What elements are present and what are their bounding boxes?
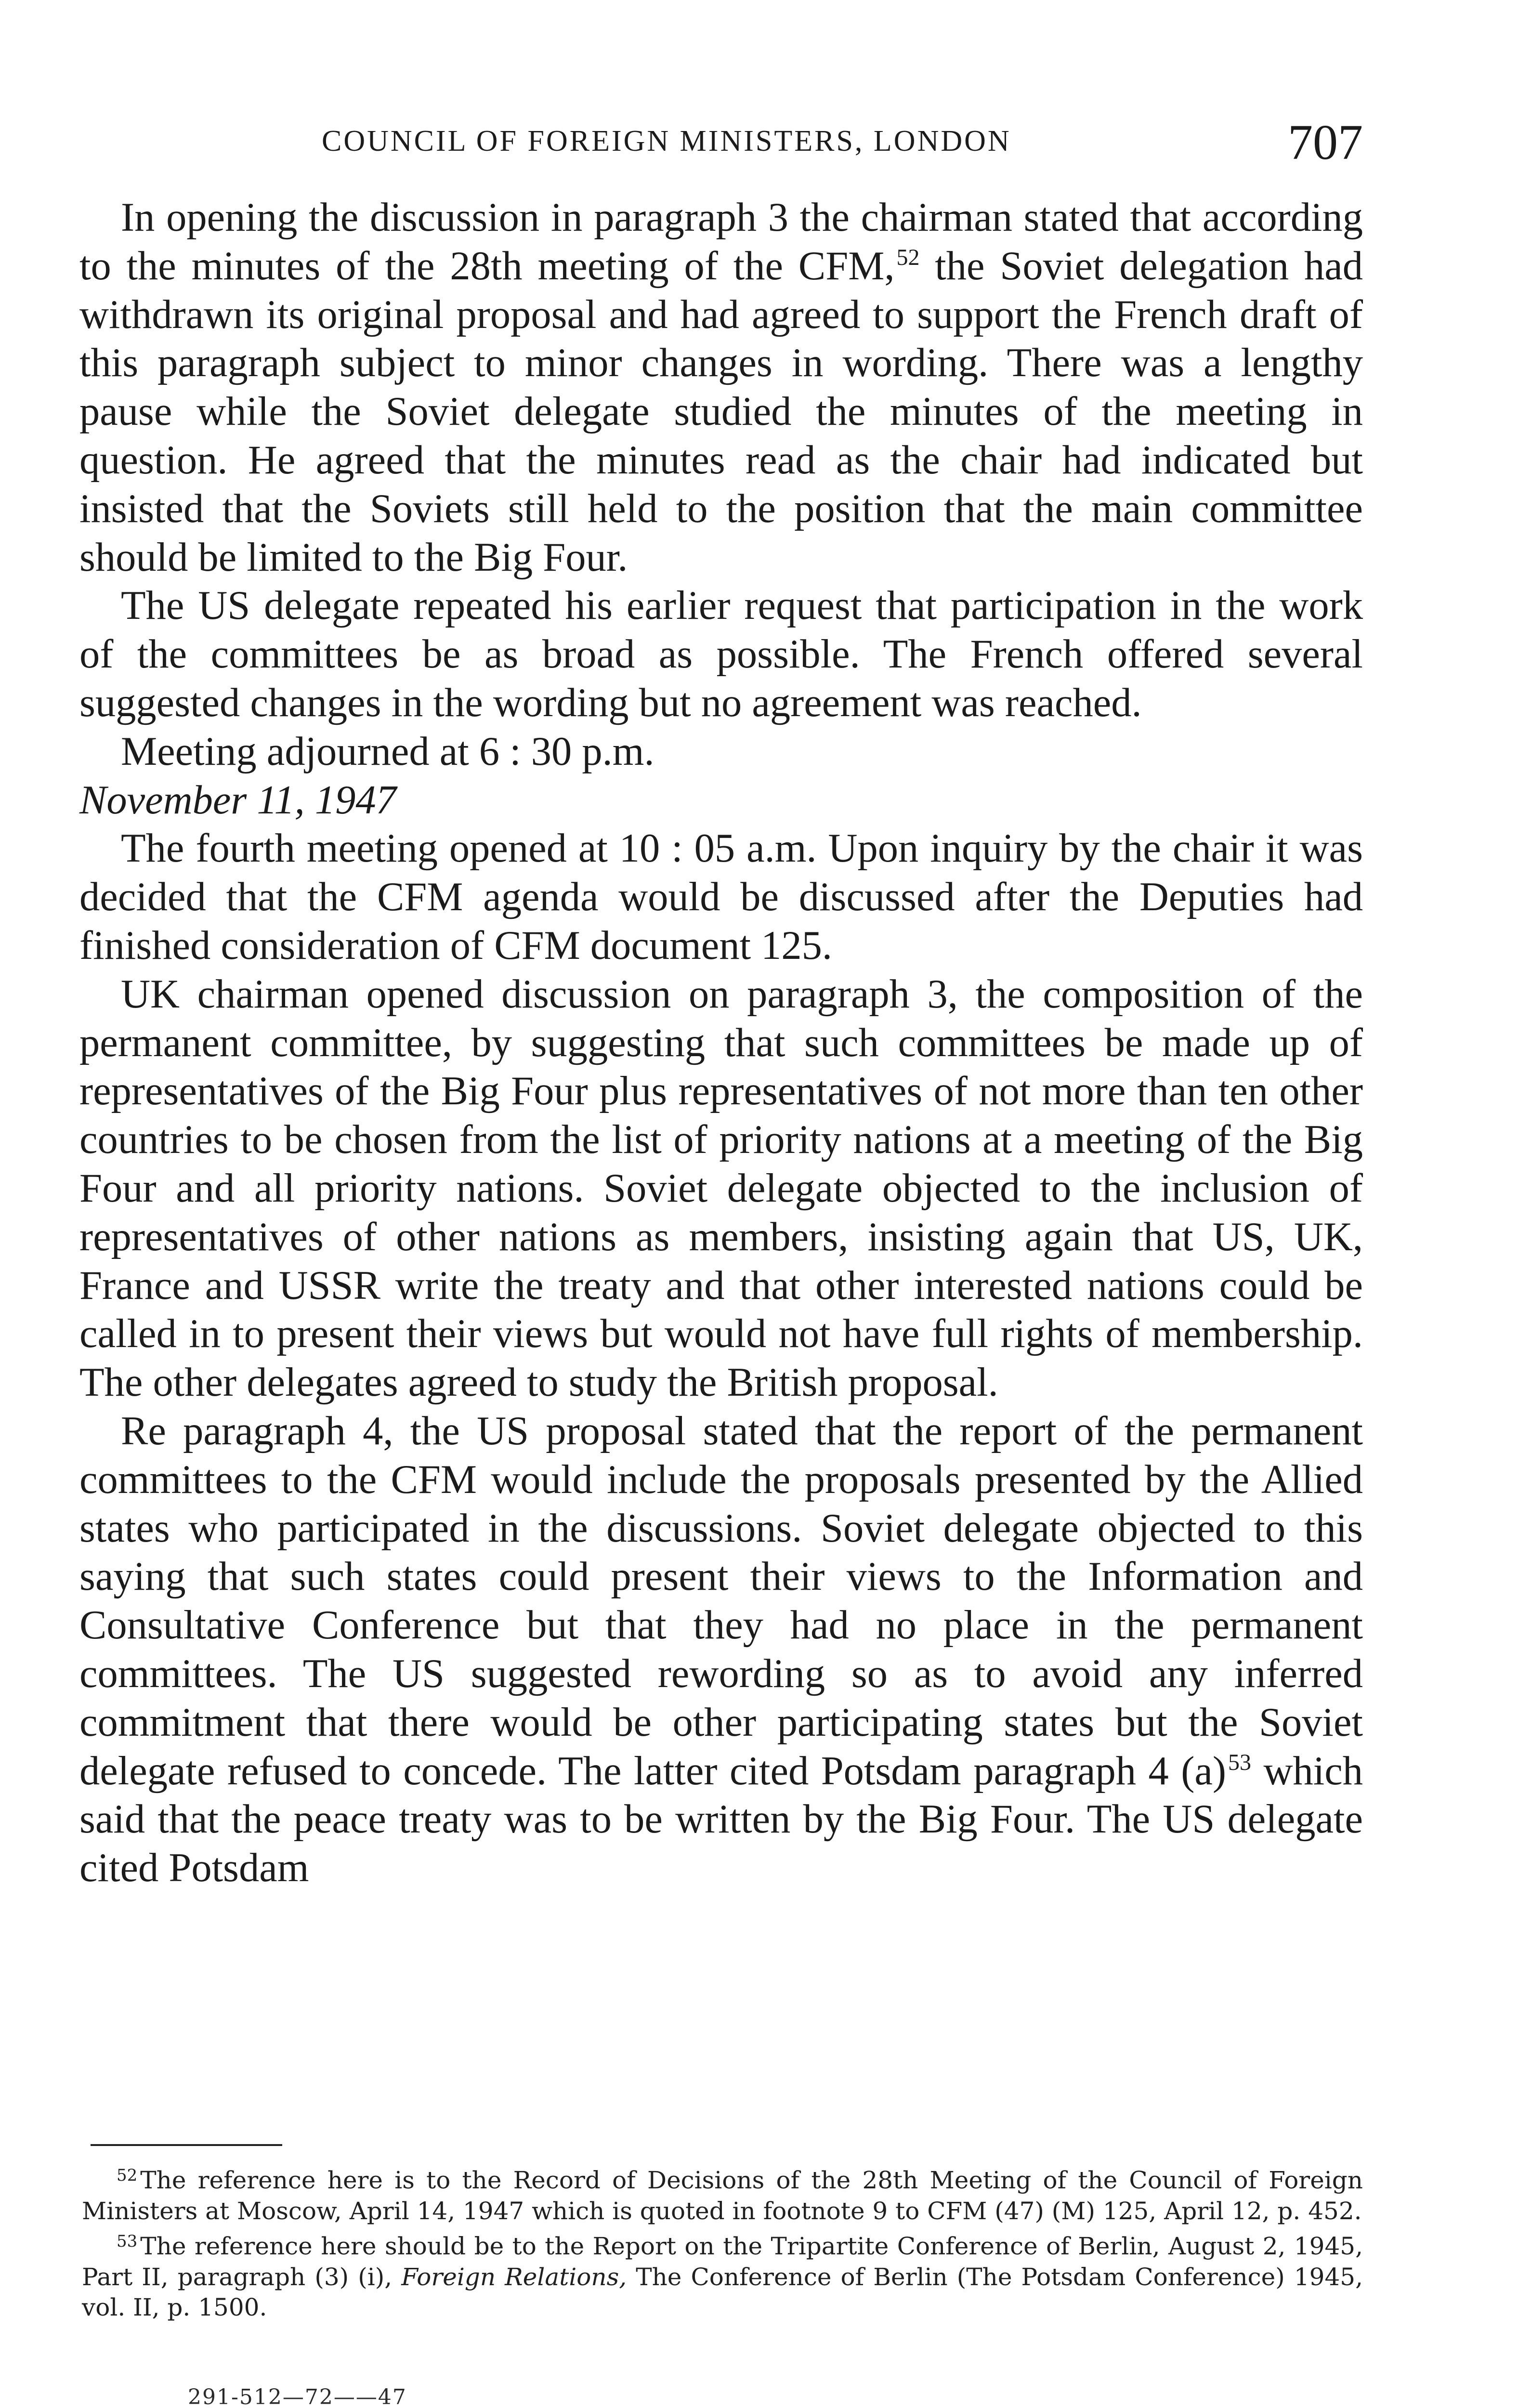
paragraph-text: which said that the peace treaty was to be written by the Big Four. The US delegate cited Potsdam [79,1748,1363,1891]
paragraph: The fourth meeting opened at 10 : 05 a.m. Upon inquiry by the chair it was decided that the CFM agenda would be discussed after the Deputies had finished consideration of CFM document 125. [79,826,1363,968]
footnote-mark: 53 [117,2232,138,2251]
printer-code: 291-512—72——47 [188,2385,407,2408]
footnote-text: The Conference of Berlin (The Potsdam Conference) 1945, vol. II, p. 1500. [82,2263,1363,2321]
footnote-divider [91,2144,282,2146]
body-text [79,194,1363,1893]
paragraph: Meeting adjourned at 6 : 30 p.m. [121,729,654,774]
running-title: COUNCIL OF FOREIGN MINISTERS, LONDON [322,125,1011,157]
footnote-reference: 52 [896,244,920,270]
footnote-mark: 52 [117,2166,138,2185]
footnote-text: The reference here is to the Record of Decisions of the 28th Meeting of the Council of Foreign Ministers at Moscow, April 14, 1947 which is quoted in footnote 9 to CFM (47) (M) 125, April 12, p. 452. [82,2166,1363,2225]
date-heading: November 11, 1947 [79,777,396,823]
footnote [82,2226,1363,2323]
paragraph-text: Re paragraph 4, the US proposal stated that the report of the permanent committees to the CFM would include the proposals presented by the Allied states who participated in the discussions. Soviet delegate objected to this saying that such states could present their views to the Information and Consultative Conference but that they had no place in the permanent committees. The US suggested rewording so as to avoid any inferred commitment that there would be other participating states but the Soviet delegate refused to concede. The latter cited Potsdam paragraph 4 (a) [79,1408,1363,1793]
paragraph [79,1407,1363,1893]
paragraph-text: In opening the discussion in paragraph 3 the chairman stated that according to the minutes of the 28th meeting of the CFM, [79,195,1363,288]
paragraph-text: the Soviet delegation had withdrawn its original proposal and had agreed to support the French draft of this paragraph subject to minor changes in wording. There was a lengthy pause while the Soviet delegate studied the minutes of the meeting in question. He agreed that the minutes read as the chair had indicated but insisted that the Soviets still held to the position that the main committee should be limited to the Big Four. [79,243,1363,580]
footnote [82,2160,1363,2226]
footnotes [82,2160,1363,2323]
footnote-text: The reference here should be to the Report on the Tripartite Conference of Berlin, August 2, 1945, Part II, paragraph (3) (i), [82,2232,1363,2291]
running-head [82,114,1363,170]
footnote-italic-title: Foreign Relations, [401,2263,627,2291]
paragraph: UK chairman opened discussion on paragraph 3, the composition of the permanent committee, by suggesting that such committees be made up of representatives of the Big Four plus representatives of not more than ten other countries to be chosen from the list of priority nations at a meeting of the Big Four and all priority nations. Soviet delegate objected to the inclusion of representatives of other nations as members, insisting again that US, UK, France and USSR write the treaty and that other interested nations could be called in to present their views but would not have full rights of membership. The other delegates agreed to study the British proposal. [79,971,1363,1405]
paragraph: The US delegate repeated his earlier request that participation in the work of the committees be as broad as possible. The French offered several suggested changes in the wording but no agreement was reached. [79,583,1363,725]
footnote-reference: 53 [1228,1749,1252,1775]
paragraph [79,194,1363,582]
page-number: 707 [1288,115,1363,170]
